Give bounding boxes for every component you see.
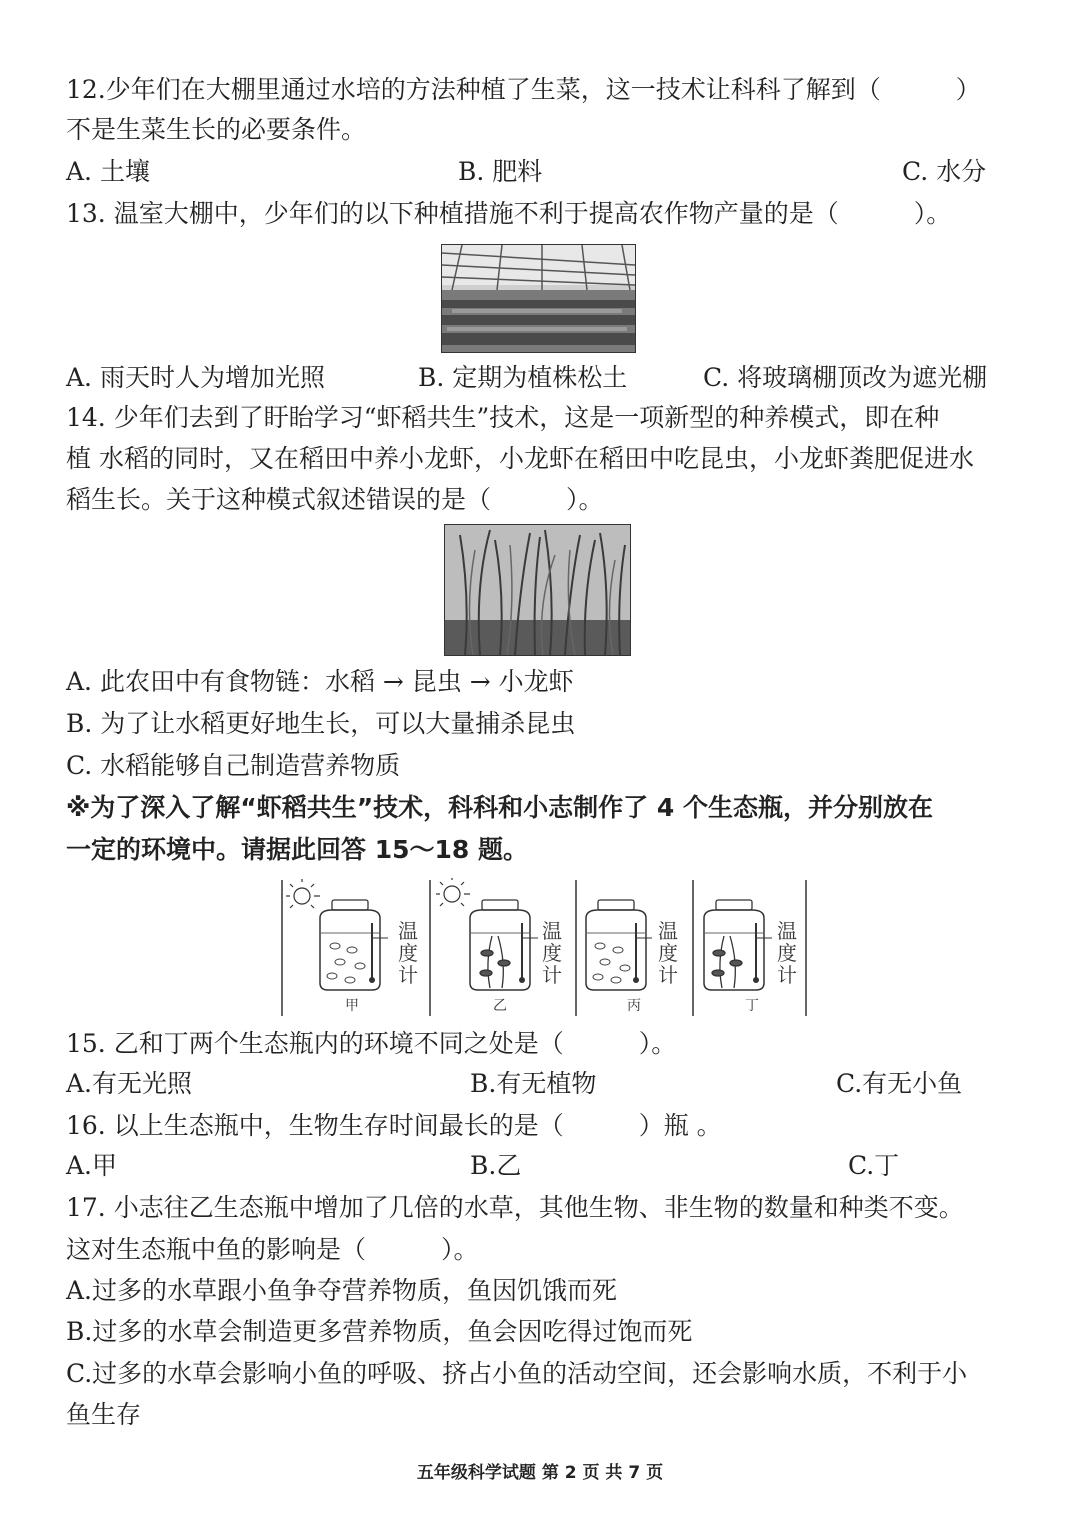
jar-jia — [286, 879, 388, 990]
jar-label-jia: 甲 — [345, 998, 359, 1014]
jar-ding — [704, 900, 772, 990]
thermo-label-yi-3: 计 — [542, 963, 562, 987]
q12-stem-line1: 12.少年们在大棚里通过水培的方法种植了生菜，这一技术让科科了解到（ ） — [66, 75, 981, 104]
q14-option-a: A. 此农田中有食物链：水稻 → 昆虫 → 小龙虾 — [66, 667, 574, 696]
q16-stem: 16. 以上生态瓶中，生物生存时间最长的是（ ）瓶 。 — [66, 1111, 722, 1140]
q17-option-c-line1: C.过多的水草会影响小鱼的呼吸、挤占小鱼的活动空间，还会影响水质，不利于小 — [66, 1359, 968, 1388]
thermo-label-ding-1: 温 — [777, 919, 797, 943]
thermo-label-ding-2: 度 — [777, 941, 797, 965]
q12-option-b: B. 肥料 — [458, 157, 543, 186]
q12-option-a: A. 土壤 — [66, 157, 150, 186]
q15-stem: 15. 乙和丁两个生态瓶内的环境不同之处是（ ）。 — [66, 1029, 677, 1058]
eco-bottle-diagram — [280, 878, 810, 1018]
thermo-label-bing-2: 度 — [658, 941, 678, 965]
q17-option-c-line2: 鱼生存 — [66, 1400, 142, 1429]
thermo-label-jia-3: 计 — [398, 963, 418, 987]
jar-label-ding: 丁 — [745, 998, 759, 1014]
q15-option-a: A.有无光照 — [66, 1069, 193, 1098]
rice-field-photo — [444, 524, 631, 656]
jar-yi — [436, 878, 538, 990]
thermo-label-bing-1: 温 — [658, 919, 678, 943]
thermo-label-ding-3: 计 — [777, 963, 797, 987]
q14-option-c: C. 水稻能够自己制造营养物质 — [66, 751, 401, 780]
q12-option-c: C. 水分 — [902, 157, 987, 186]
q17-option-b: B.过多的水草会制造更多营养物质，鱼会因吃得过饱而死 — [66, 1317, 693, 1346]
q13-option-b: B. 定期为植株松土 — [418, 363, 628, 392]
q16-option-b: B.乙 — [470, 1151, 522, 1180]
thermo-label-bing-3: 计 — [658, 963, 678, 987]
q15-option-c: C.有无小鱼 — [836, 1069, 963, 1098]
sun-icon — [436, 878, 470, 906]
intro-line2: 一定的环境中。请据此回答 15～18 题。 — [66, 835, 528, 864]
jar-label-bing: 丙 — [627, 998, 641, 1014]
q14-stem-line2: 植 水稻的同时，又在稻田中养小龙虾，小龙虾在稻田中吃昆虫，小龙虾粪肥促进水 — [66, 444, 974, 473]
intro-line1: ※为了深入了解“虾稻共生”技术，科科和小志制作了 4 个生态瓶，并分别放在 — [66, 793, 933, 822]
q13-option-a: A. 雨天时人为增加光照 — [66, 363, 325, 392]
q14-stem-line3: 稻生长。关于这种模式叙述错误的是（ ）。 — [66, 485, 604, 514]
q16-option-c: C.丁 — [848, 1151, 900, 1180]
q13-stem: 13. 温室大棚中，少年们的以下种植措施不利于提高农作物产量的是（ ）。 — [66, 199, 952, 228]
q14-option-b: B. 为了让水稻更好地生长，可以大量捕杀昆虫 — [66, 709, 576, 738]
q17-stem-line2: 这对生态瓶中鱼的影响是（ ）。 — [66, 1235, 479, 1264]
thermo-label-jia-1: 温 — [398, 919, 418, 943]
q15-option-b: B.有无植物 — [470, 1069, 597, 1098]
greenhouse-photo — [441, 244, 636, 353]
page-footer: 五年级科学试题 第 2 页 共 7 页 — [416, 1463, 664, 1483]
q14-stem-line1: 14. 少年们去到了盱眙学习“虾稻共生”技术，这是一项新型的种养模式，即在种 — [66, 403, 940, 432]
sun-icon — [286, 879, 320, 908]
q13-option-c: C. 将玻璃棚顶改为遮光棚 — [703, 363, 988, 392]
q12-stem-line2: 不是生菜生长的必要条件。 — [66, 115, 367, 144]
thermo-label-jia-2: 度 — [398, 941, 418, 965]
thermo-label-yi-2: 度 — [542, 941, 562, 965]
q17-stem-line1: 17. 小志往乙生态瓶中增加了几倍的水草，其他生物、非生物的数量和种类不变。 — [66, 1193, 964, 1222]
jar-label-yi: 乙 — [493, 998, 507, 1014]
jar-bing — [586, 900, 652, 990]
thermo-label-yi-1: 温 — [542, 919, 562, 943]
q17-option-a: A.过多的水草跟小鱼争夺营养物质，鱼因饥饿而死 — [66, 1276, 618, 1305]
q16-option-a: A.甲 — [66, 1151, 118, 1180]
